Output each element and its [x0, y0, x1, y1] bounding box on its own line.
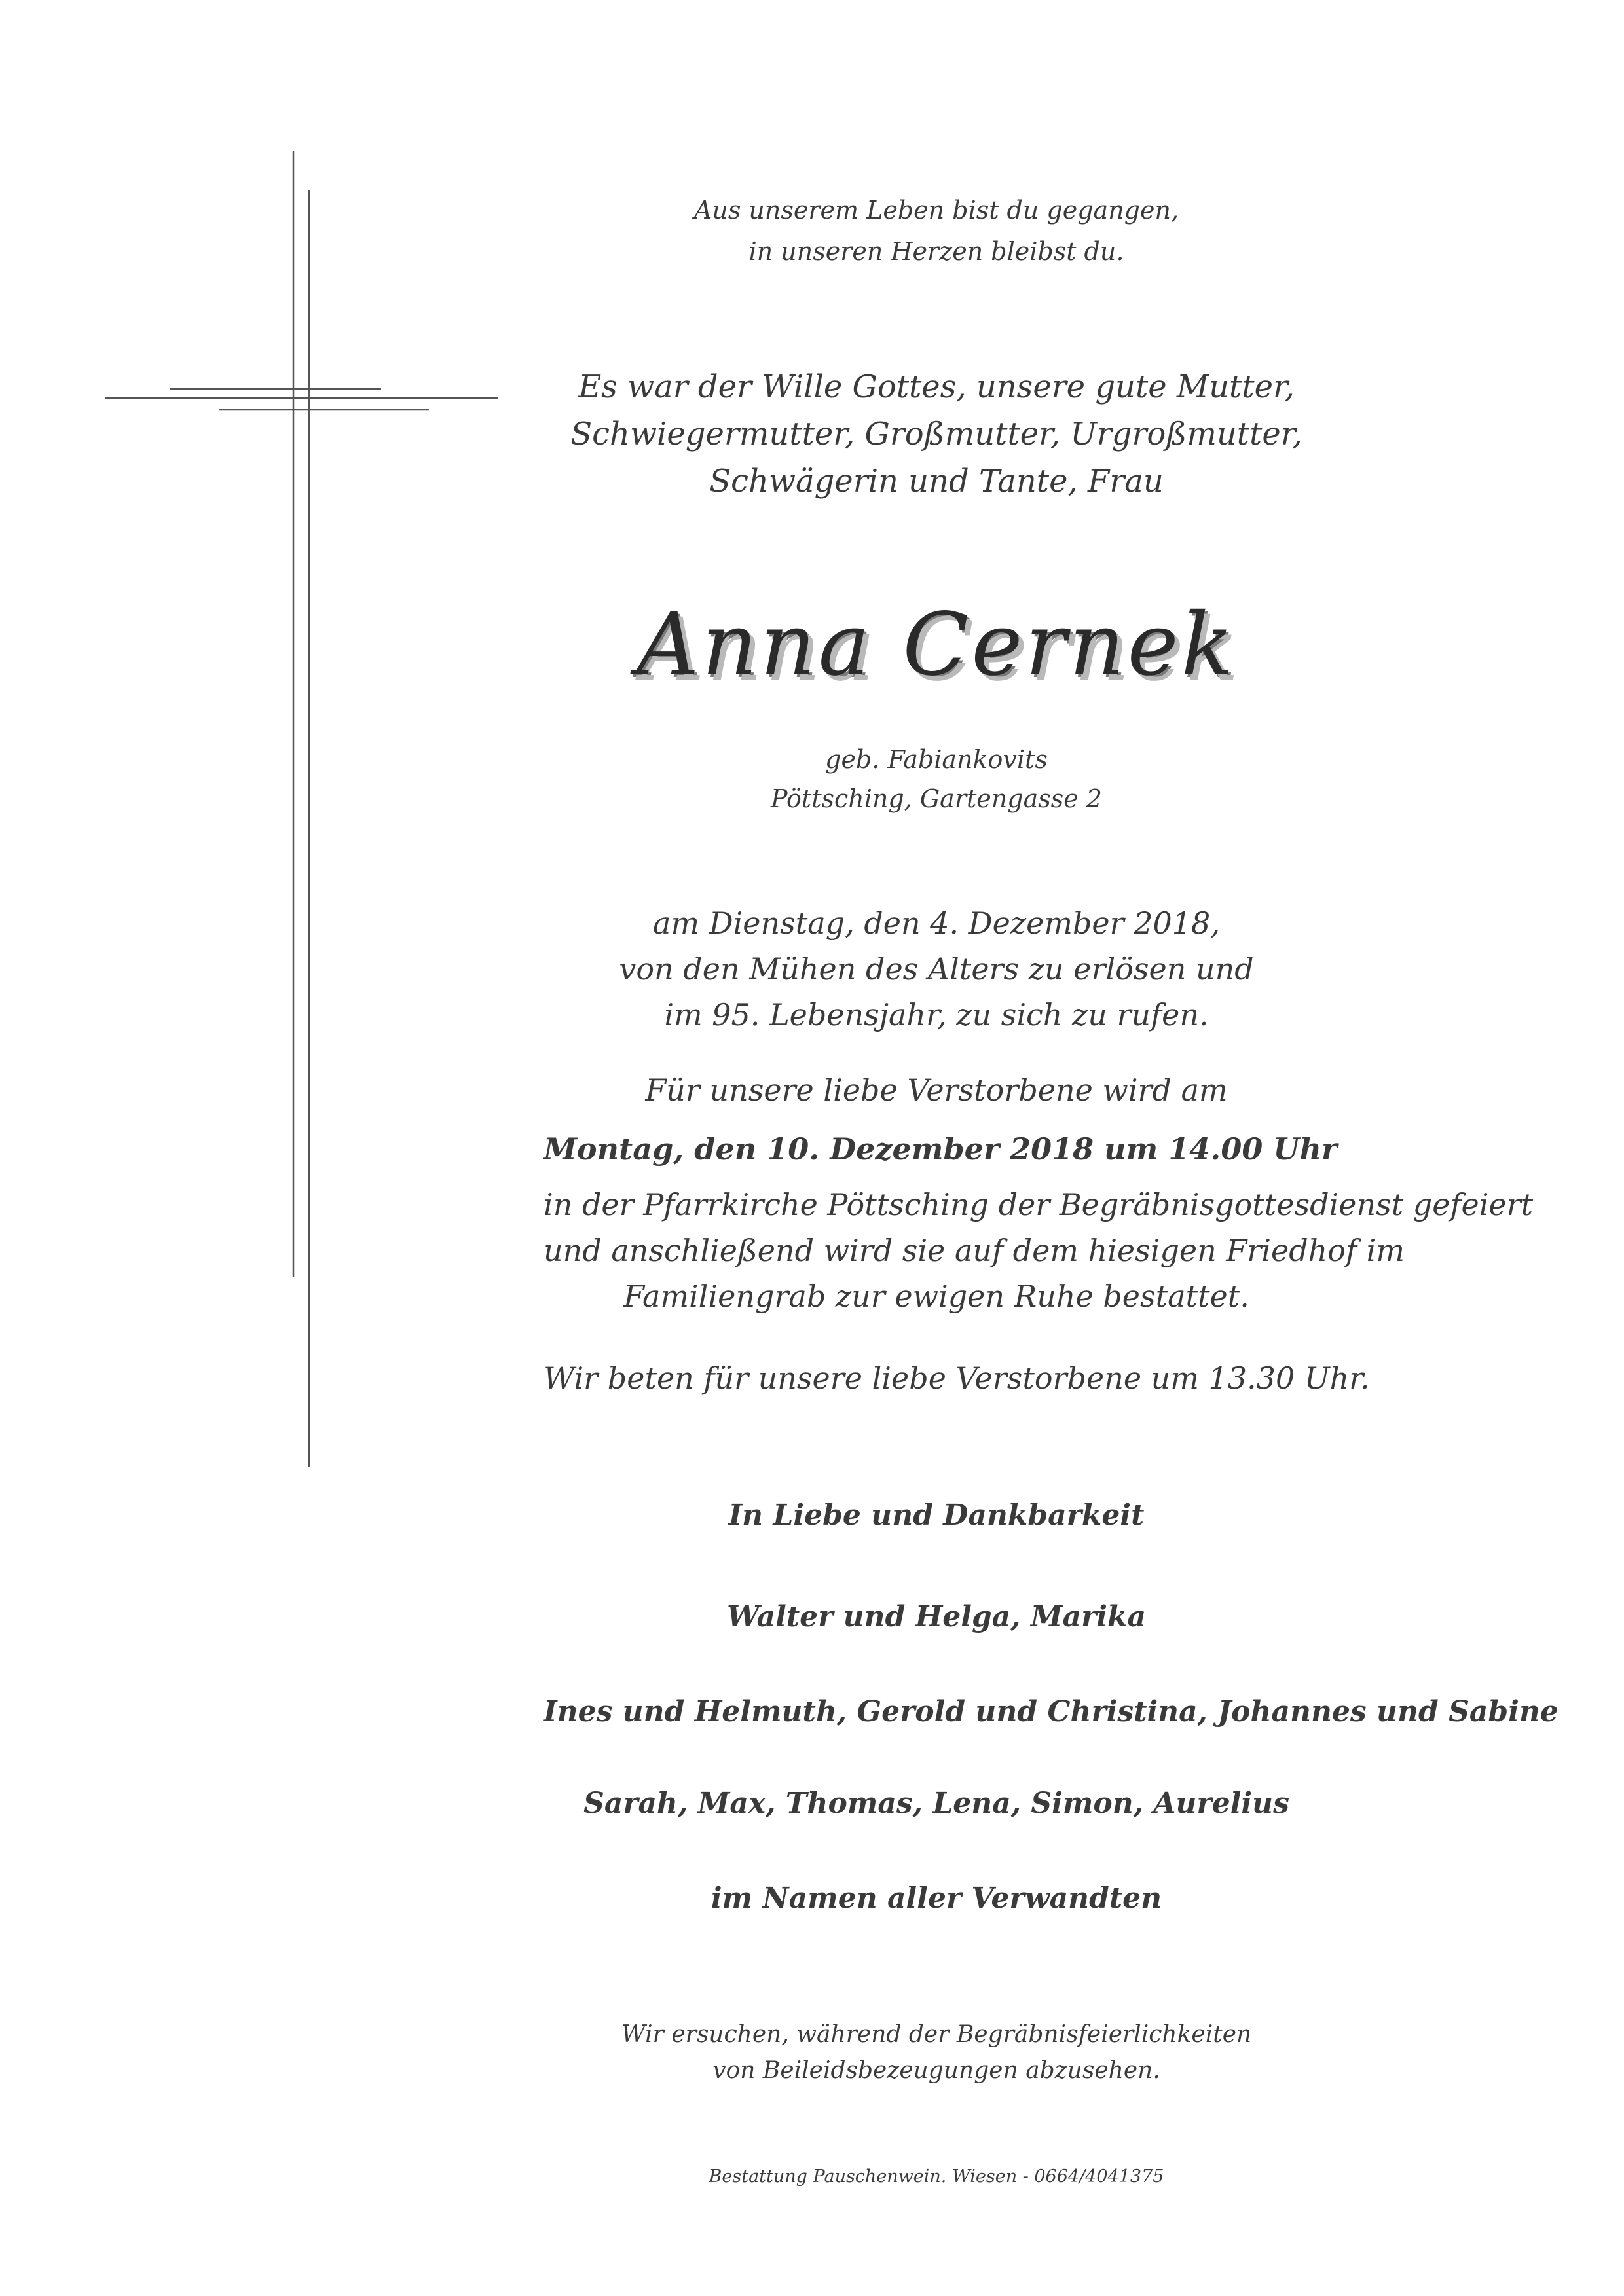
motto-line: in unseren Herzen bleibst du.	[748, 237, 1124, 266]
ceremony-line: Familiengrab zur ewigen Ruhe bestattet.	[623, 1279, 1249, 1314]
death-notice	[544, 900, 1329, 1038]
closing-line: In Liebe und Dankbarkeit	[728, 1499, 1145, 1532]
ceremony-line: und anschließend wird sie auf dem hiesigen Friedhof im	[544, 1233, 1405, 1268]
birth-name: geb. Fabiankovits	[825, 745, 1048, 774]
death-line: am Dienstag, den 4. Dezember 2018,	[653, 905, 1220, 941]
intro-text	[544, 363, 1329, 505]
ceremony-line: in der Pfarrkirche Pöttsching der Begräbnisgottesdienst gefeiert	[544, 1187, 1534, 1222]
intro-line: Es war der Wille Gottes, unsere gute Mutter,	[578, 369, 1295, 405]
undertaker-info: Bestattung Pauschenwein. Wiesen - 0664/4041375	[709, 2166, 1164, 2187]
request-line: Wir ersuchen, während der Begräbnisfeierlichkeiten	[621, 2021, 1252, 2048]
mourners-relatives: im Namen aller Verwandten	[710, 1882, 1162, 1915]
motto	[544, 190, 1329, 272]
death-line: von den Mühen des Alters zu erlösen und	[619, 951, 1254, 987]
mourners-children: Walter und Helga, Marika	[727, 1600, 1146, 1633]
deceased-name: Anna Cernek	[637, 594, 1236, 695]
address: Pöttsching, Gartengasse 2	[771, 784, 1102, 813]
motto-line: Aus unserem Leben bist du gegangen,	[693, 196, 1179, 225]
condolence-request	[544, 2016, 1329, 2088]
mourners-great-grandchildren: Sarah, Max, Thomas, Lena, Simon, Aurelius	[583, 1787, 1289, 1820]
mourners-grandchildren: Ines und Helmuth, Gerold und Christina, Johannes und Sabine	[544, 1695, 1559, 1728]
request-line: von Beileidsbezeugungen abzusehen.	[712, 2057, 1160, 2084]
deceased-details	[544, 740, 1329, 818]
death-line: im 95. Lebensjahr, zu sich zu rufen.	[664, 997, 1209, 1032]
intro-line: Schwägerin und Tante, Frau	[709, 463, 1164, 500]
intro-line: Schwiegermutter, Großmutter, Urgroßmutter,	[570, 416, 1302, 452]
funeral-ceremony	[544, 1182, 1534, 1319]
prayer-time: Wir beten für unsere liebe Verstorbene um 13.30 Uhr.	[544, 1360, 1370, 1396]
funeral-intro: Für unsere liebe Verstorbene wird am	[645, 1072, 1228, 1108]
funeral-datetime: Montag, den 10. Dezember 2018 um 14.00 Uhr	[544, 1131, 1338, 1167]
